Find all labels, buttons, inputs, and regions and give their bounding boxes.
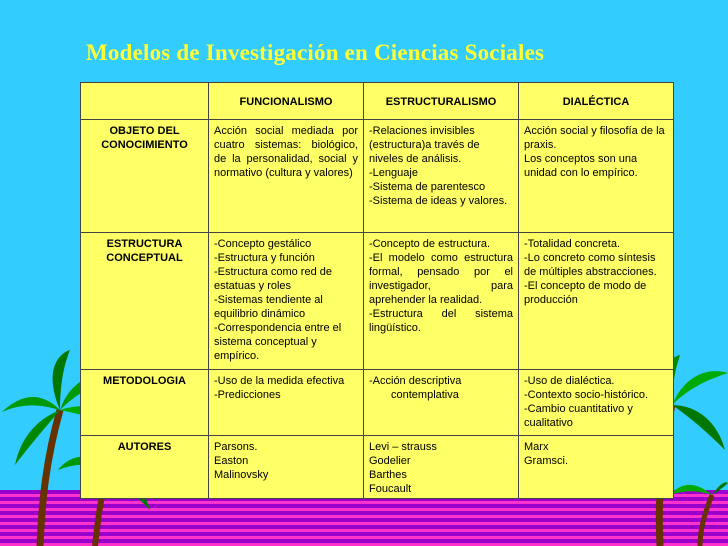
row-label-metodologia: METODOLOGIA: [81, 370, 209, 436]
cell-autores-estructuralismo: Levi – strauss Godelier Barthes Foucault: [364, 436, 519, 499]
cell-autores-funcionalismo: Parsons. Easton Malinovsky: [209, 436, 364, 499]
row-label-autores: AUTORES: [81, 436, 209, 499]
cell-estructura-estructuralismo: -Concepto de estructura. -El modelo como estructura formal, pensado por el investigador, para aprehender la realidad. -Estructura del sistema lingüístico.: [364, 233, 519, 370]
header-dialectica: DIALÉCTICA: [519, 83, 674, 120]
row-label-estructura: ESTRUCTURA CONCEPTUAL: [81, 233, 209, 370]
table-header-row: [81, 83, 674, 120]
page-title: Modelos de Investigación en Ciencias Sociales: [86, 40, 545, 65]
cell-objeto-estructuralismo: -Relaciones invisibles (estructura)a través de niveles de análisis. -Lenguaje -Sistema de parentesco -Sistema de ideas y valores.: [364, 120, 519, 233]
cell-estructura-dialectica: -Totalidad concreta. -Lo concreto como síntesis de múltiples abstracciones. -El concepto de modo de producción: [519, 233, 674, 370]
table-row: [81, 370, 674, 436]
cell-objeto-dialectica: Acción social y filosofía de la praxis. Los conceptos son una unidad con lo empírico.: [519, 120, 674, 233]
cell-metodologia-funcionalismo: -Uso de la medida efectiva -Predicciones: [209, 370, 364, 436]
models-table: [80, 82, 674, 499]
cell-metodologia-estructuralismo: -Acción descriptiva contemplativa: [364, 370, 519, 436]
table-row: [81, 233, 674, 370]
cell-metodologia-dialectica: -Uso de dialéctica. -Contexto socio-histórico. -Cambio cuantitativo y cualitativo: [519, 370, 674, 436]
cell-objeto-funcionalismo: Acción social mediada por cuatro sistemas: biológico, de la personalidad, social y normativo (cultura y valores): [209, 120, 364, 233]
table-row: [81, 436, 674, 499]
cell-estructura-funcionalismo: -Concepto gestálico -Estructura y función -Estructura como red de estatuas y roles -Sistemas tendiente al equilibrio dinámico -Correspondencia entre el sistema conceptual y empírico.: [209, 233, 364, 370]
table-row: [81, 120, 674, 233]
header-funcionalismo: FUNCIONALISMO: [209, 83, 364, 120]
header-empty-cell: [81, 83, 209, 120]
cell-autores-dialectica: Marx Gramsci.: [519, 436, 674, 499]
header-estructuralismo: ESTRUCTURALISMO: [364, 83, 519, 120]
row-label-objeto: OBJETO DEL CONOCIMIENTO: [81, 120, 209, 233]
